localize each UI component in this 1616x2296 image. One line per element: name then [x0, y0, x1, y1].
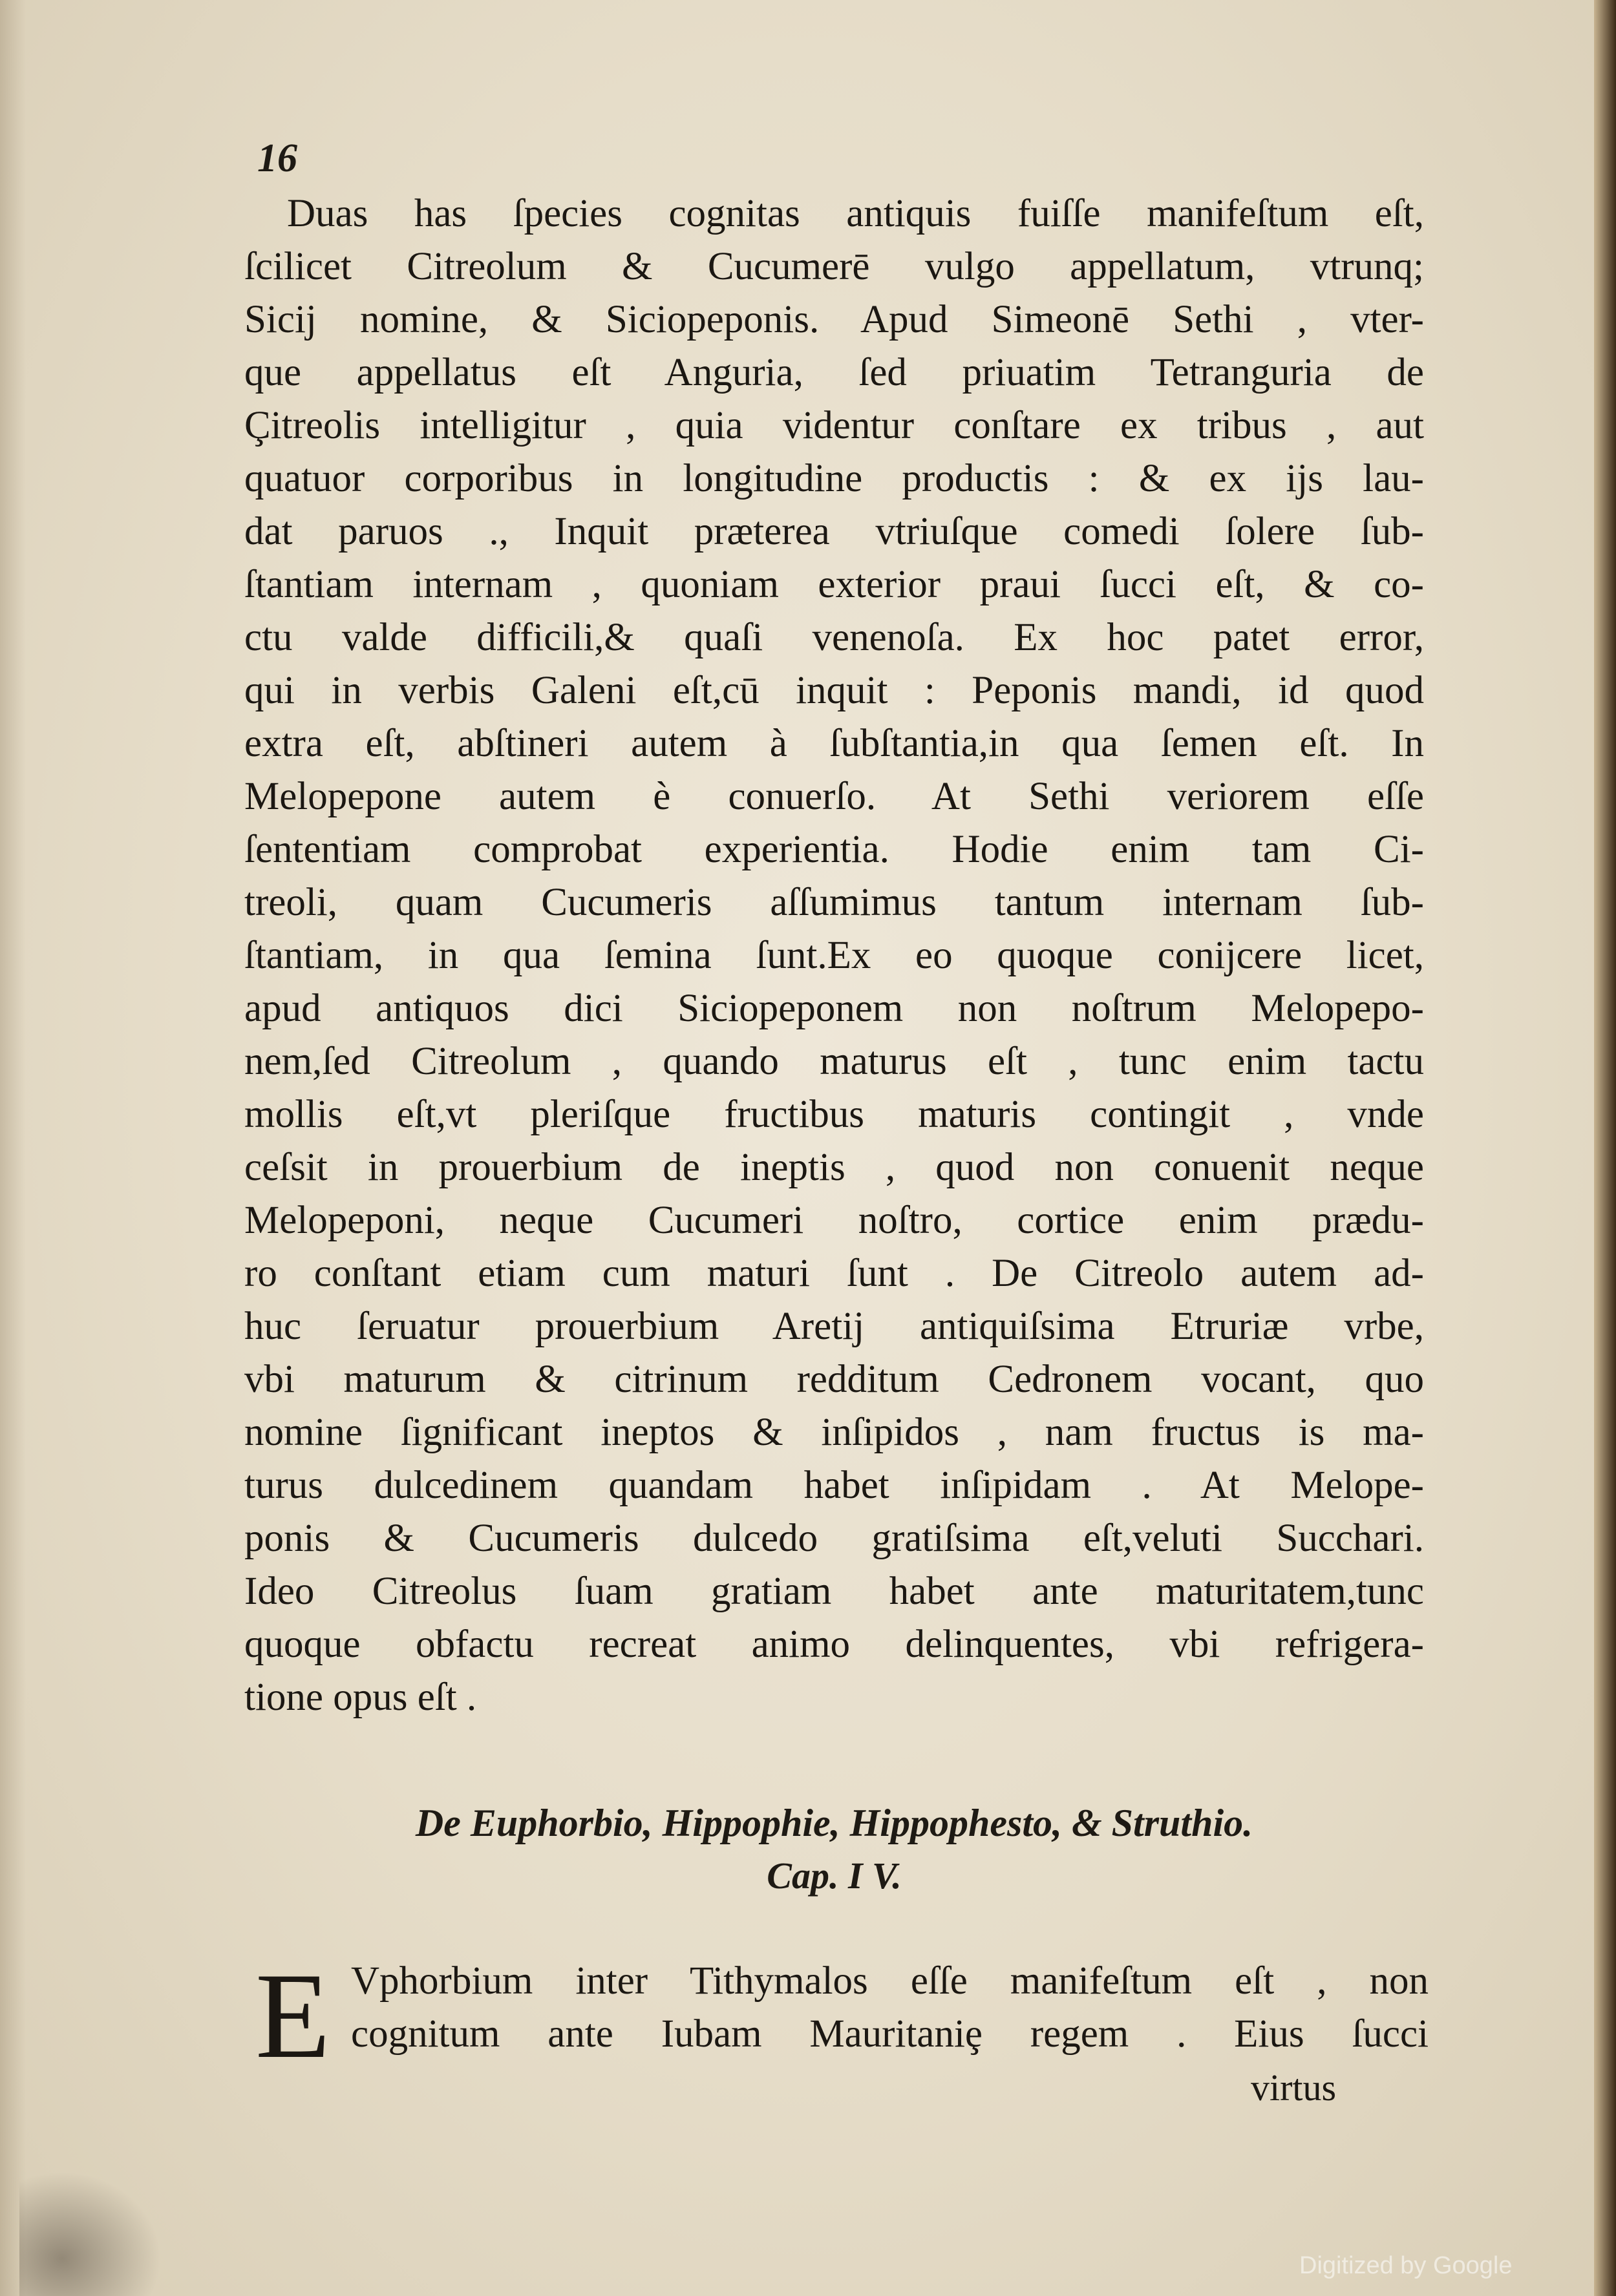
- chapter-number: Cap. I V.: [767, 1855, 902, 1897]
- chapter-text-line: cognitum ante Iubam Mauritaniȩ regem . Eius ſucci: [351, 2012, 1429, 2056]
- text-line: Sicij nomine, & Siciopeponis. Apud Simeonē Sethi , vter-: [244, 298, 1424, 341]
- text-line: ctu valde difficili,& quaſi venenoſa. Ex hoc patet error,: [244, 616, 1424, 659]
- text-line: quoque obfactu recreat animo delinquentes, vbi refrigera-: [244, 1623, 1424, 1666]
- chapter-title: De Euphorbio, Hippophie, Hippophesto, & Struthio.: [415, 1802, 1253, 1844]
- text-line: vbi maturum & citrinum redditum Cedronem vocant, quo: [244, 1358, 1424, 1401]
- text-line: apud antiquos dici Siciopeponem non noſtrum Melopepo-: [244, 987, 1424, 1030]
- page-number: 16: [257, 136, 297, 180]
- text-line: turus dulcedinem quandam habet inſipidam . At Melope-: [244, 1464, 1424, 1507]
- drop-cap: E: [255, 1948, 331, 2084]
- body-text: [244, 187, 1424, 1724]
- text-line: nomine ſignificant ineptos & inſipidos , nam fructus is ma-: [244, 1411, 1424, 1454]
- text-line: Ideo Citreolus ſuam gratiam habet ante maturitatem,tunc: [244, 1570, 1424, 1613]
- catchword: virtus: [1251, 2067, 1337, 2109]
- text-line: huc ſeruatur prouerbium Aretij antiquiſsima Etruriæ vrbe,: [244, 1305, 1424, 1348]
- text-line: ceſsit in prouerbium de ineptis , quod non conuenit neque: [244, 1146, 1424, 1189]
- chapter-heading: [244, 1796, 1424, 1902]
- text-line: ro conſtant etiam cum maturi ſunt . De Citreolo autem ad-: [244, 1252, 1424, 1295]
- text-line: quatuor corporibus in longitudine productis : & ex ijs lau-: [244, 457, 1424, 500]
- paper-stain: [19, 2171, 162, 2296]
- text-line: ſtantiam, in qua ſemina ſunt.Ex eo quoque conijcere licet,: [244, 934, 1424, 977]
- text-line: mollis eſt,vt pleriſque fructibus maturis contingit , vnde: [244, 1093, 1424, 1136]
- text-line: Melopeponi, neque Cucumeri noſtro, cortice enim prædu-: [244, 1199, 1424, 1242]
- digitization-watermark: Digitized by Google: [1299, 2252, 1513, 2279]
- text-line: Duas has ſpecies cognitas antiquis fuiſſe manifeſtum eſt,: [287, 192, 1424, 235]
- text-line: dat paruos ., Inquit præterea vtriuſque comedi ſolere ſub-: [244, 510, 1424, 553]
- text-line: ſcilicet Citreolum & Cucumerē vulgo appellatum, vtrunq;: [244, 245, 1424, 288]
- page-edge-shadow: [0, 0, 26, 2296]
- text-line: Çitreolis intelligitur , quia videntur conſtare ex tribus , aut: [244, 404, 1424, 447]
- text-line: ponis & Cucumeris dulcedo gratiſsima eſt,veluti Succhari.: [244, 1517, 1424, 1560]
- text-line: extra eſt, abſtineri autem à ſubſtantia,in qua ſemen eſt. In: [244, 722, 1424, 765]
- text-line: qui in verbis Galeni eſt,cū inquit : Peponis mandi, id quod: [244, 669, 1424, 712]
- book-gutter: [1594, 0, 1616, 2296]
- text-line: tione opus eſt .: [244, 1676, 477, 1719]
- text-line: Melopepone autem è conuerſo. At Sethi veriorem eſſe: [244, 775, 1424, 818]
- chapter-text-line: Vphorbium inter Tithymalos eſſe manifeſtum eſt , non: [351, 1959, 1429, 2003]
- text-line: treoli, quam Cucumeris aſſumimus tantum internam ſub-: [244, 881, 1424, 924]
- text-line: que appellatus eſt Anguria, ſed priuatim Tetranguria de: [244, 351, 1424, 394]
- text-line: nem,ſed Citreolum , quando maturus eſt , tunc enim tactu: [244, 1040, 1424, 1083]
- text-line: ſtantiam internam , quoniam exterior praui ſucci eſt, & co-: [244, 563, 1424, 606]
- text-line: ſententiam comprobat experientia. Hodie enim tam Ci-: [244, 828, 1424, 871]
